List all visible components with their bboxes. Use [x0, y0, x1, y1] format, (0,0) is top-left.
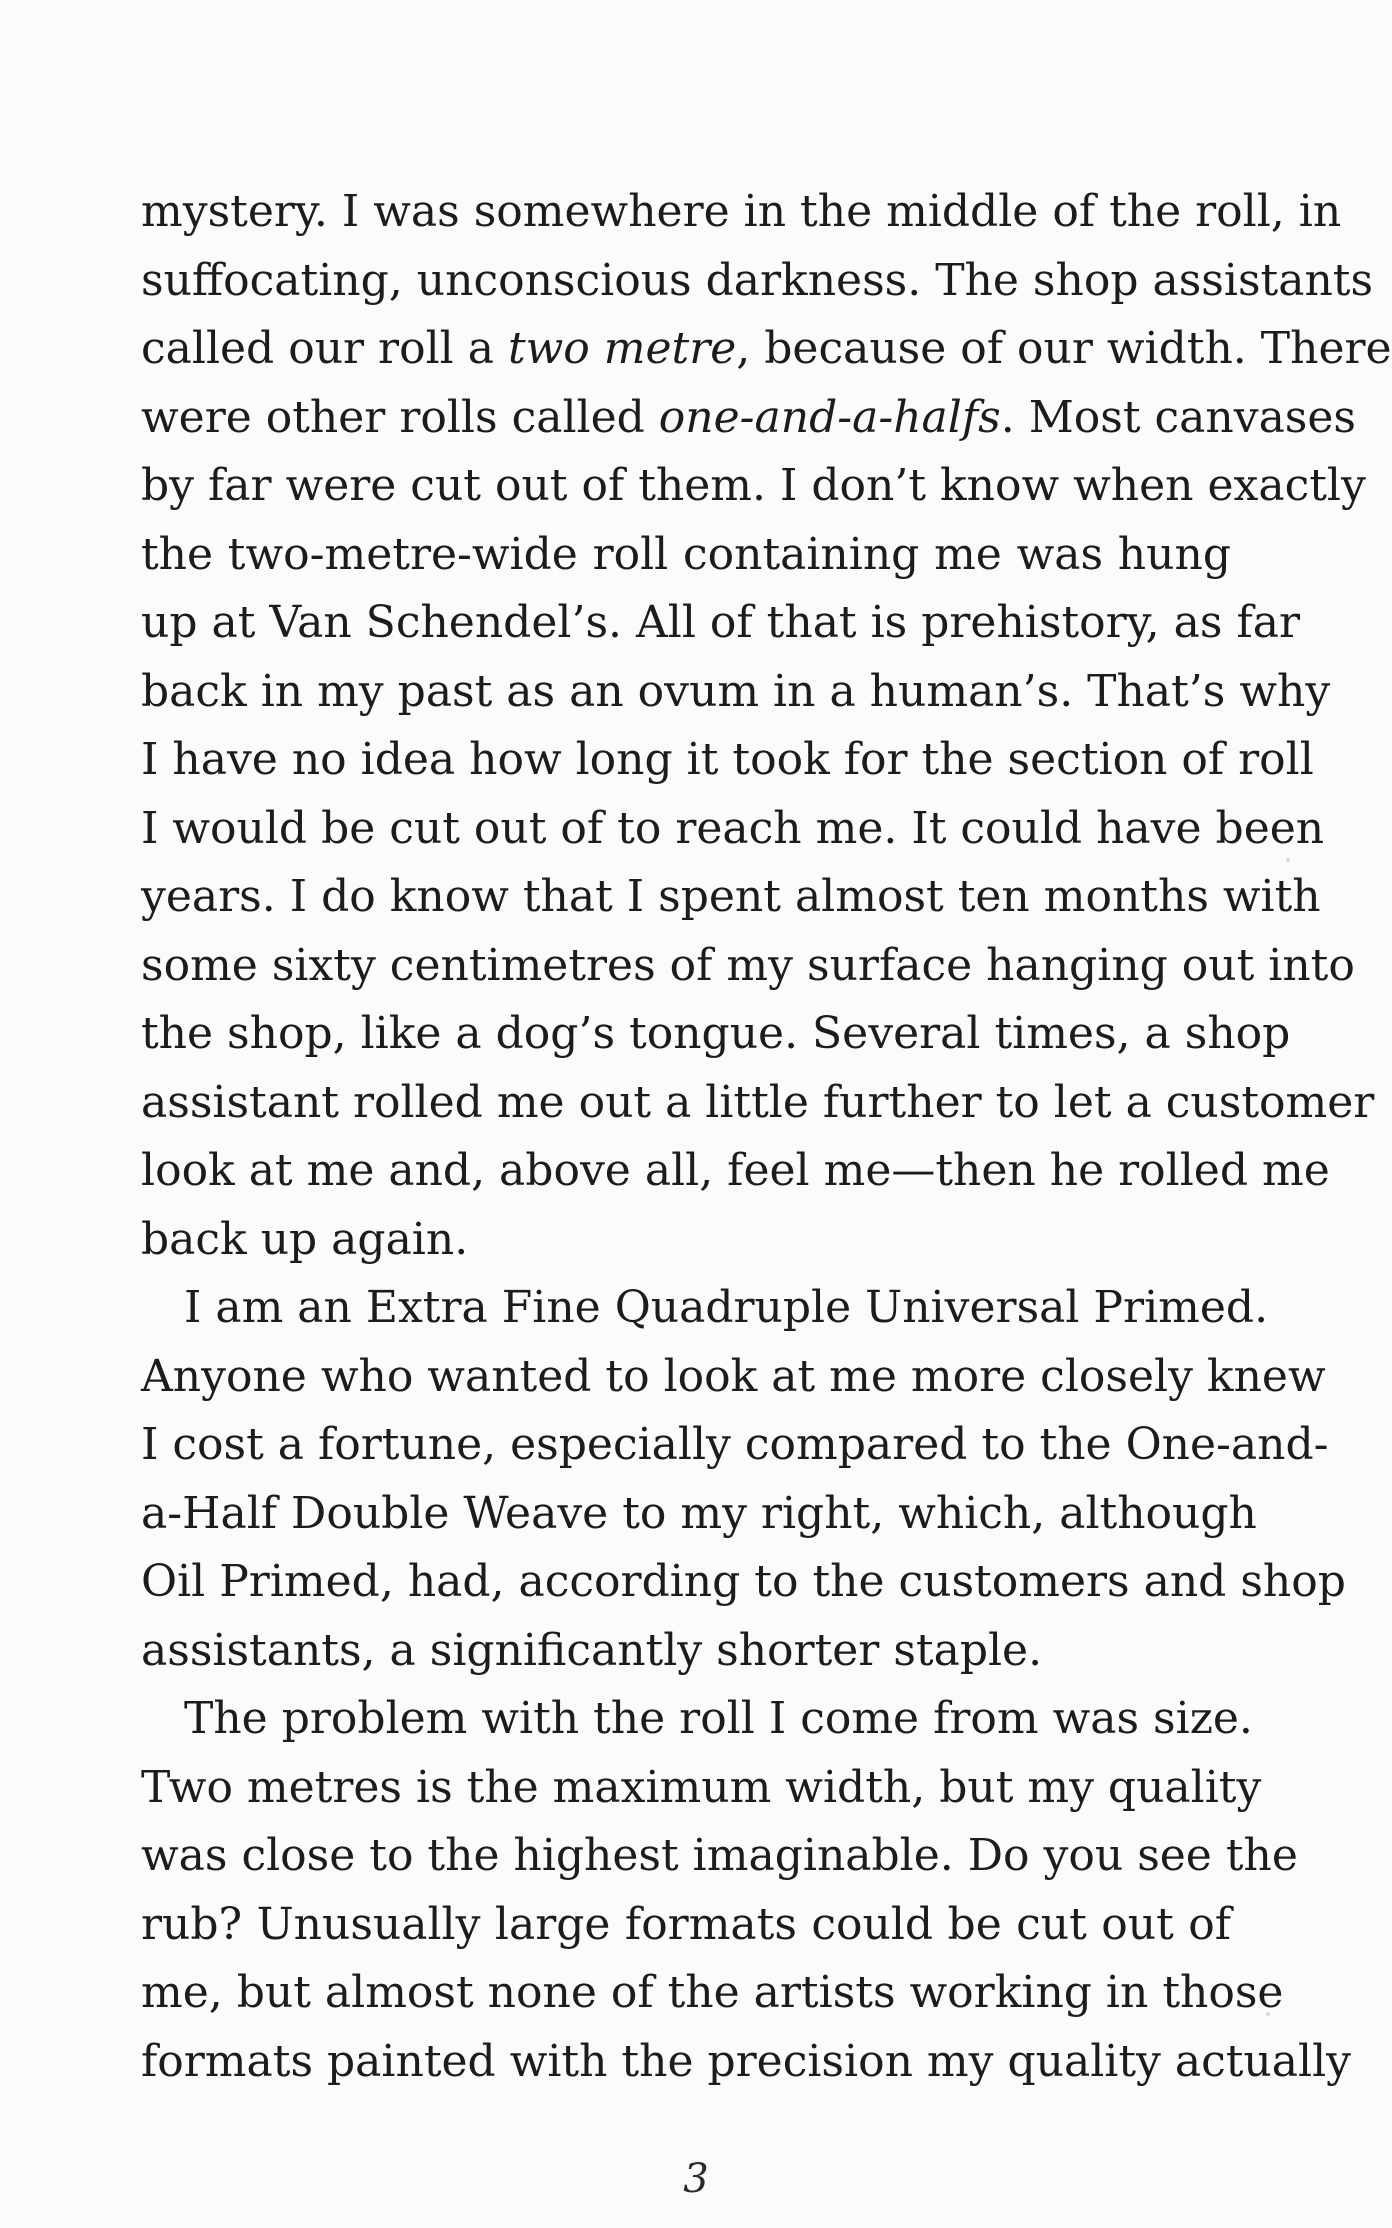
text-line — [141, 1206, 1231, 1275]
text-line — [141, 178, 1342, 247]
text-segment: back up again. — [141, 1213, 469, 1265]
text-segment: the two-metre-wide roll containing me was hung — [141, 528, 1231, 580]
text-line — [141, 726, 1314, 795]
text-line — [141, 1343, 1326, 1412]
text-line — [141, 1548, 1346, 1617]
text-segment: The problem with the roll I come from was size. — [184, 1693, 1253, 1744]
text-segment: were other rolls called — [141, 391, 659, 443]
body-text — [141, 178, 1392, 2096]
text-segment: called our roll a — [141, 323, 508, 374]
text-line — [141, 1069, 1375, 1138]
text-line — [141, 384, 1356, 453]
text-line — [141, 1274, 1269, 1343]
text-line — [141, 1754, 1262, 1823]
text-line — [141, 658, 1331, 727]
italic-text: one-and-a-halfs — [658, 391, 1001, 443]
text-segment: Two metres is the maximum width, but my quality — [141, 1761, 1262, 1813]
text-line — [141, 1480, 1257, 1549]
text-segment: mystery. I was somewhere in the middle of the roll, in — [141, 186, 1342, 237]
text-segment: me, but almost none of the artists working in those — [141, 1967, 1284, 2018]
text-line — [141, 932, 1355, 1001]
italic-text: two metre — [507, 323, 737, 374]
text-segment: the shop, like a dog’s tongue. Several times, a shop — [141, 1008, 1291, 1059]
text-line — [141, 1685, 1253, 1754]
text-segment: assistant rolled me out a little further to let a customer — [141, 1076, 1375, 1128]
text-segment: I cost a fortune, especially compared to the One-and- — [141, 1419, 1329, 1470]
text-segment: years. I do know that I spent almost ten months with — [141, 871, 1321, 922]
text-line — [141, 247, 1374, 316]
text-segment: I would be cut out of to reach me. It could have been — [141, 802, 1325, 854]
text-segment: suffocating, unconscious darkness. The shop assistants — [141, 254, 1374, 306]
text-segment: was close to the highest imaginable. Do you see the — [141, 1830, 1298, 1881]
text-segment: assistants, a significantly shorter staple. — [141, 1624, 1043, 1676]
text-line — [141, 1137, 1330, 1206]
text-line — [141, 1617, 1231, 1686]
text-line — [141, 1411, 1329, 1480]
text-segment: , because of our width. There — [736, 323, 1392, 374]
text-segment: formats painted with the precision my quality actually — [141, 2035, 1351, 2087]
paper-speck — [1286, 858, 1290, 862]
text-line — [141, 863, 1321, 932]
page-number: 3 — [683, 2156, 709, 2202]
text-segment: I am an Extra Fine Quadruple Universal Primed. — [184, 1282, 1269, 1333]
text-segment: some sixty centimetres of my surface hanging out into — [141, 939, 1355, 991]
text-segment: a-Half Double Weave to my right, which, although — [141, 1487, 1257, 1539]
text-segment: by far were cut out of them. I don’t know when exactly — [141, 460, 1366, 511]
text-segment: up at Van Schendel’s. All of that is prehistory, as far — [141, 597, 1300, 648]
text-segment: Oil Primed, had, according to the customers and shop — [141, 1556, 1346, 1607]
text-segment: . Most canvases — [1000, 391, 1356, 443]
text-line — [141, 1822, 1298, 1891]
text-line — [141, 589, 1300, 658]
text-line — [141, 2028, 1351, 2097]
text-line — [141, 1959, 1284, 2028]
text-segment: I have no idea how long it took for the section of roll — [141, 734, 1314, 785]
text-segment: rub? Unusually large formats could be cut out of — [141, 1898, 1231, 1950]
text-line — [141, 1891, 1231, 1960]
text-line — [141, 1000, 1291, 1069]
text-segment: look at me and, above all, feel me—then he rolled me — [141, 1145, 1330, 1196]
text-line — [141, 315, 1392, 384]
text-line — [141, 521, 1231, 590]
text-line — [141, 795, 1325, 864]
text-line — [141, 452, 1366, 521]
text-segment: Anyone who wanted to look at me more closely knew — [141, 1350, 1326, 1402]
text-segment: back in my past as an ovum in a human’s. That’s why — [141, 665, 1331, 717]
